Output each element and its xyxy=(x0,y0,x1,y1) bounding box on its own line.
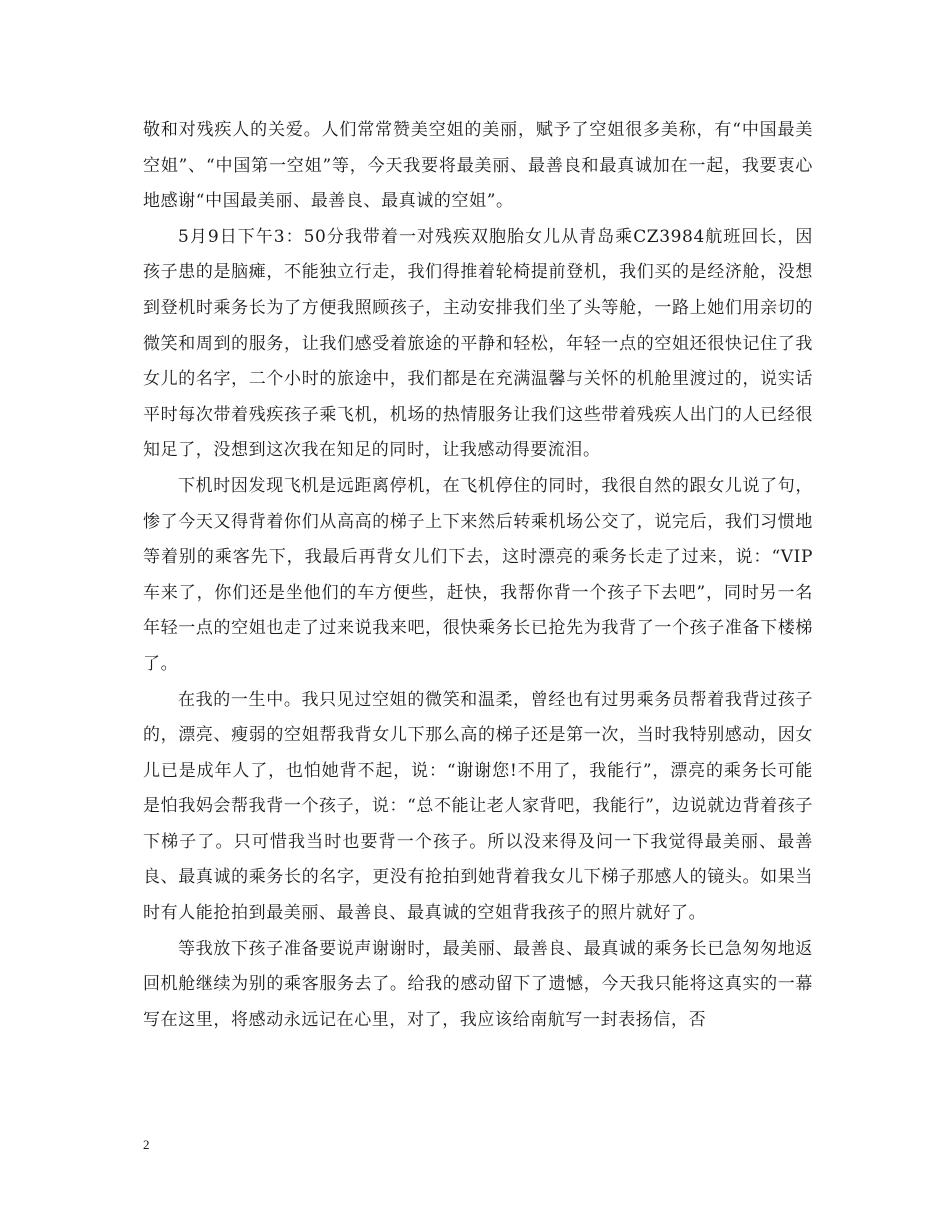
paragraph-2: 5月9日下午3：50分我带着一对残疾双胞胎女儿从青岛乘CZ3984航班回长，因孩子患的是脑瘫，不能独立行走，我们得推着轮椅提前登机，我们买的是经济舱，没想到登机时乘务长为了方便我照顾孩子，主动安排我们坐了头等舱，一路上她们用亲切的微笑和周到的服务，让我们感受着旅途的平静和轻松，年轻一点的空姐还很快记住了我女儿的名字，二个小时的旅途中，我们都是在充满温馨与关怀的机舱里渡过的，说实话平时每次带着残疾孩子乘飞机，机场的热情服务让我们这些带着残疾人出门的人已经很知足了，没想到这次我在知足的同时，让我感动得要流泪。 xyxy=(143,226,813,461)
paragraph-4: 在我的一生中。我只见过空姐的微笑和温柔，曾经也有过男乘务员帮着我背过孩子的，漂亮、瘦弱的空姐帮我背女儿下那么高的梯子还是第一次，当时我特别感动，因女儿已是成年人了，也怕她背不起，说：“谢谢您!不用了，我能行”，漂亮的乘务长可能是怕我妈会帮我背一个孩子，说：“总不能让老人家背吧，我能行”，边说就边背着孩子下梯子了。只可惜我当时也要背一个孩子。所以没来得及问一下我觉得最美丽、最善良、最真诚的乘务长的名字，更没有抢拍到她背着我女儿下梯子那感人的镜头。如果当时有人能抢拍到最美丽、最善良、最真诚的空姐背我孩子的照片就好了。 xyxy=(143,689,813,924)
paragraph-1: 敬和对残疾人的关爱。人们常常赞美空姐的美丽，赋予了空姐很多美称，有“中国最美空姐”、“中国第一空姐”等，今天我要将最美丽、最善良和最真诚加在一起，我要衷心地感谢“中国最美丽、最善良、最真诚的空姐”。 xyxy=(143,120,813,212)
page-number: 2 xyxy=(143,1137,150,1152)
document-body xyxy=(143,113,813,1038)
paragraph-5: 等我放下孩子准备要说声谢谢时，最美丽、最善良、最真诚的乘务长已急匆匆地返回机舱继续为别的乘客服务去了。给我的感动留下了遗憾，今天我只能将这真实的一幕写在这里，将感动永远记在心里，对了，我应该给南航写一封表扬信，否 xyxy=(143,938,813,1030)
paragraph-3: 下机时因发现飞机是远距离停机，在飞机停住的同时，我很自然的跟女儿说了句，惨了今天又得背着你们从高高的梯子上下来然后转乘机场公交了，说完后，我们习惯地等着别的乘客先下，我最后再背女儿们下去，这时漂亮的乘务长走了过来，说：“VIP车来了，你们还是坐他们的车方便些，赶快，我帮你背一个孩子下去吧”，同时另一名年轻一点的空姐也走了过来说我来吧，很快乘务长已抢先为我背了一个孩子准备下楼梯了。 xyxy=(143,475,813,674)
